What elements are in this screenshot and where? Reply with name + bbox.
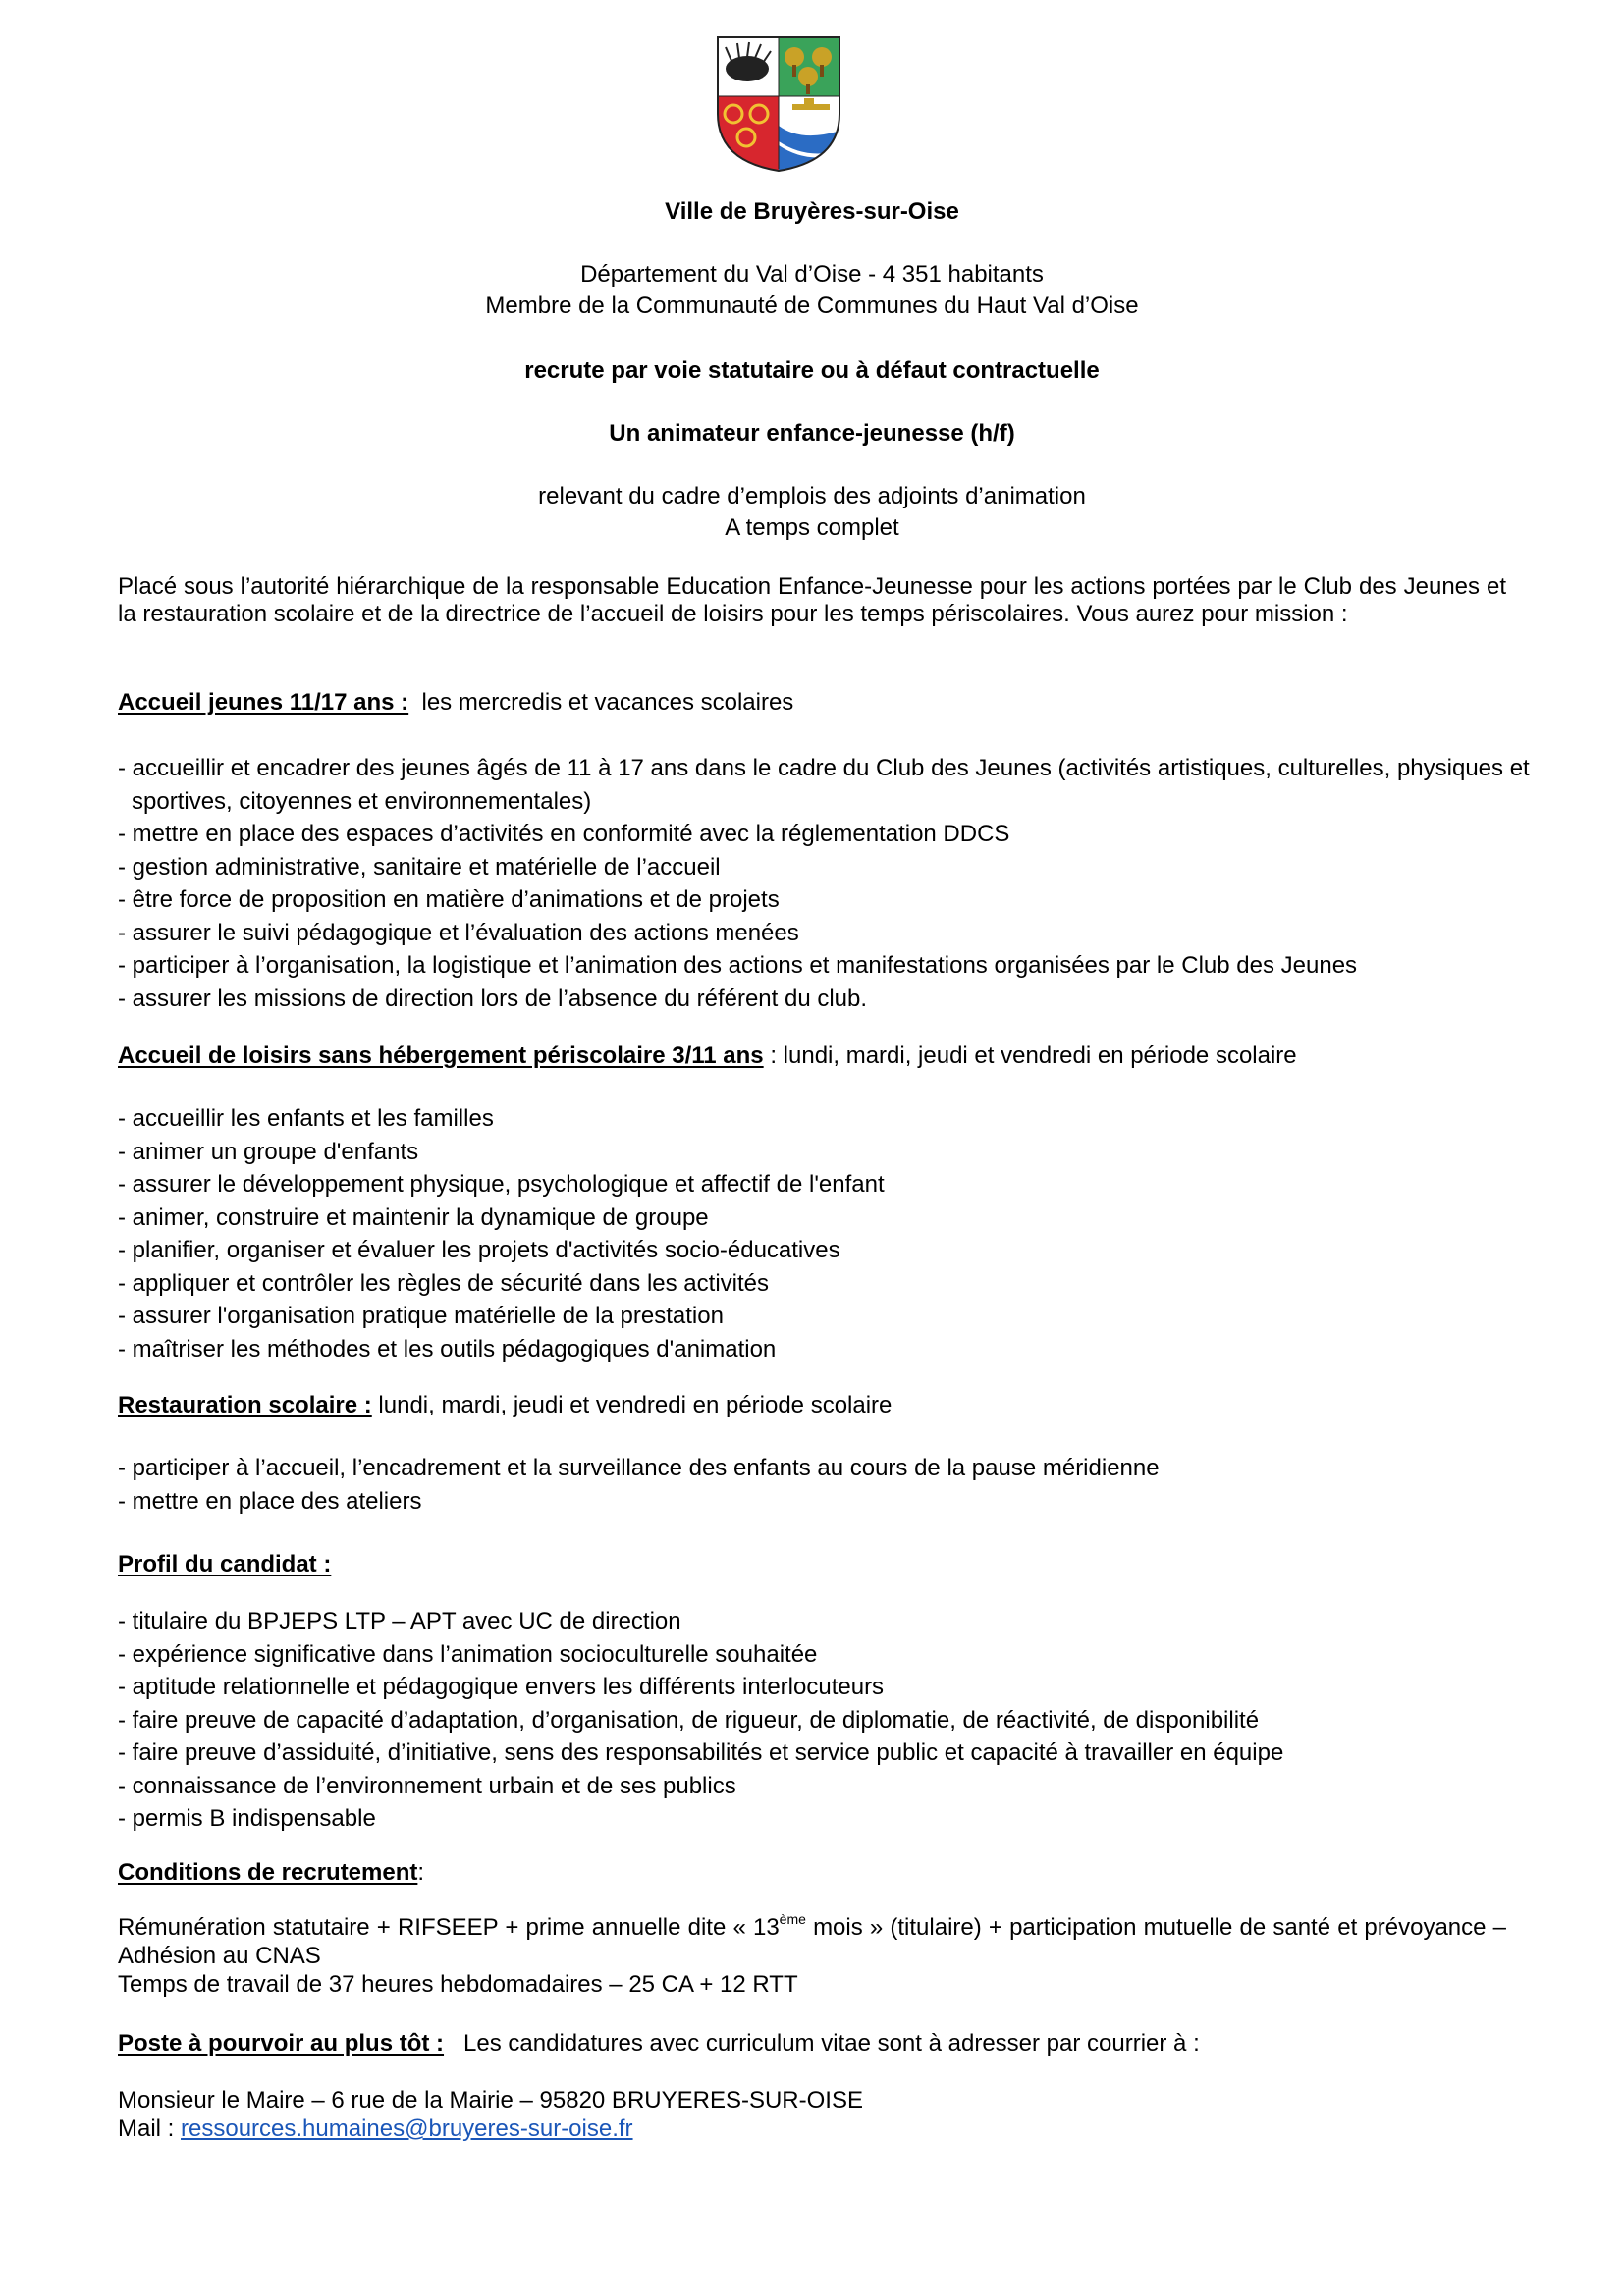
list-item: - animer, construire et maintenir la dynamique de groupe — [118, 1203, 709, 1231]
remuneration-text-a: Rémunération statutaire + RIFSEEP + prime annuelle dite « 13 — [118, 1914, 780, 1941]
intro-paragraph: Placé sous l’autorité hiérarchique de la responsable Education Enfance-Jeunesse pour les actions portées par le Club des Jeunes et la restauration scolaire et de la directrice de l’accueil de loisirs pour les temps périscolaires. Vous aurez pour mission : — [118, 573, 1506, 627]
conditions-text — [118, 1913, 1506, 1999]
list-item: - assurer le développement physique, psychologique et affectif de l'enfant — [118, 1171, 885, 1198]
list-item: - appliquer et contrôler les règles de sécurité dans les activités — [118, 1269, 769, 1297]
section-subtitle: lundi, mardi, jeudi et vendredi en période scolaire — [378, 1392, 893, 1418]
section-title: Restauration scolaire : — [118, 1392, 372, 1418]
section-title: Conditions de recrutement — [118, 1859, 418, 1886]
list-item: - aptitude relationnelle et pédagogique envers les différents interlocuteurs — [118, 1674, 885, 1700]
list-item: - assurer l'organisation pratique matérielle de la prestation — [118, 1303, 724, 1329]
postal-address: Monsieur le Maire – 6 rue de la Mairie – 95820 BRUYERES-SUR-OISE — [118, 2087, 863, 2113]
working-time-line: A temps complet — [725, 514, 899, 541]
section-title: Accueil jeunes 11/17 ans : — [118, 689, 409, 716]
list-item: - gestion administrative, sanitaire et matérielle de l’accueil — [118, 853, 721, 881]
list-item: - assurer les missions de direction lors de l’absence du référent du club. — [118, 985, 868, 1012]
list-item: - faire preuve d’assiduité, d’initiative, sens des responsabilités et service public et capacité à travailler en équipe — [118, 1739, 1284, 1766]
remuneration-superscript: ème — [779, 1911, 806, 1927]
town-name: Ville de Bruyères-sur-Oise — [665, 198, 959, 225]
section-title: Accueil de loisirs sans hébergement périscolaire 3/11 ans — [118, 1042, 764, 1069]
list-item: - accueillir et encadrer des jeunes âgés de 11 à 17 ans dans le cadre du Club des Jeunes (activités artistiques, culturelles, physiques et sportives, citoyennes et environnementales) — [118, 755, 1530, 815]
section-text: Les candidatures avec curriculum vitae sont à adresser par courrier à : — [463, 2030, 1200, 2056]
recruitment-mode: recrute par voie statutaire ou à défaut contractuelle — [524, 357, 1100, 384]
section-conditions-heading — [118, 1857, 1506, 1889]
list-item: - permis B indispensable — [118, 1805, 376, 1832]
remuneration-text-b: mois » (titulaire) + participation mutuelle de santé et prévoyance – Adhésion au CNAS — [118, 1914, 1506, 1969]
list-item: - participer à l’accueil, l’encadrement et la surveillance des enfants au cours de la pause méridienne — [118, 1455, 1160, 1481]
list-item: - mettre en place des ateliers — [118, 1487, 422, 1515]
list-item: - être force de proposition en matière d’animations et de projets — [118, 886, 780, 913]
list-item: - connaissance de l’environnement urbain et de ses publics — [118, 1772, 736, 1799]
mail-line — [118, 2114, 1506, 2143]
mail-label: Mail : — [118, 2115, 182, 2142]
section-title: Poste à pourvoir au plus tôt : — [118, 2030, 445, 2056]
profil-list — [118, 1605, 1532, 1836]
list-item: - titulaire du BPJEPS LTP – APT avec UC de direction — [118, 1608, 681, 1634]
email-link[interactable]: ressources.humaines@bruyeres-sur-oise.fr — [181, 2115, 633, 2142]
accueil-jeunes-list — [118, 752, 1532, 1015]
alsh-list — [118, 1102, 1532, 1365]
section-alsh-heading — [118, 1041, 1506, 1072]
job-grade-info — [0, 481, 1624, 544]
list-item: - planifier, organiser et évaluer les projets d'activités socio-éducatives — [118, 1237, 840, 1263]
department-info — [0, 259, 1624, 322]
list-item: - accueillir les enfants et les familles — [118, 1105, 494, 1132]
section-subtitle: : lundi, mardi, jeudi et vendredi en période scolaire — [770, 1042, 1297, 1069]
community-line: Membre de la Communauté de Communes du Haut Val d’Oise — [485, 293, 1139, 319]
list-item: - maîtriser les méthodes et les outils pédagogiques d'animation — [118, 1335, 777, 1362]
section-poste-heading — [118, 2028, 1506, 2059]
section-subtitle: les mercredis et vacances scolaires — [421, 689, 794, 716]
remuneration-line — [118, 1913, 1506, 1970]
department-line: Département du Val d’Oise - 4 351 habitants — [580, 261, 1044, 288]
job-title: Un animateur enfance-jeunesse (h/f) — [609, 420, 1015, 447]
job-grade-line: relevant du cadre d’emplois des adjoints d’animation — [538, 483, 1086, 509]
list-item: - faire preuve de capacité d’adaptation, d’organisation, de rigueur, de diplomatie, de réactivité, de disponibilité — [118, 1706, 1260, 1734]
list-item: - assurer le suivi pédagogique et l’évaluation des actions menées — [118, 919, 799, 946]
section-title: Profil du candidat : — [118, 1551, 332, 1577]
contact-block — [118, 2086, 1506, 2143]
section-restauration-heading — [118, 1390, 1506, 1421]
town-coat-of-arms — [714, 35, 843, 173]
section-colon: : — [417, 1859, 425, 1886]
restauration-list — [118, 1452, 1532, 1518]
section-accueil-jeunes-heading — [118, 687, 1506, 719]
list-item: - mettre en place des espaces d’activités en conformité avec la réglementation DDCS — [118, 821, 1010, 847]
working-hours-line: Temps de travail de 37 heures hebdomadaires – 25 CA + 12 RTT — [118, 1971, 798, 1998]
section-profil-heading — [118, 1549, 1506, 1580]
list-item: - animer un groupe d'enfants — [118, 1138, 419, 1165]
list-item: - expérience significative dans l’animation socioculturelle souhaitée — [118, 1640, 818, 1668]
list-item: - participer à l’organisation, la logistique et l’animation des actions et manifestations organisées par le Club des Jeunes — [118, 952, 1358, 979]
